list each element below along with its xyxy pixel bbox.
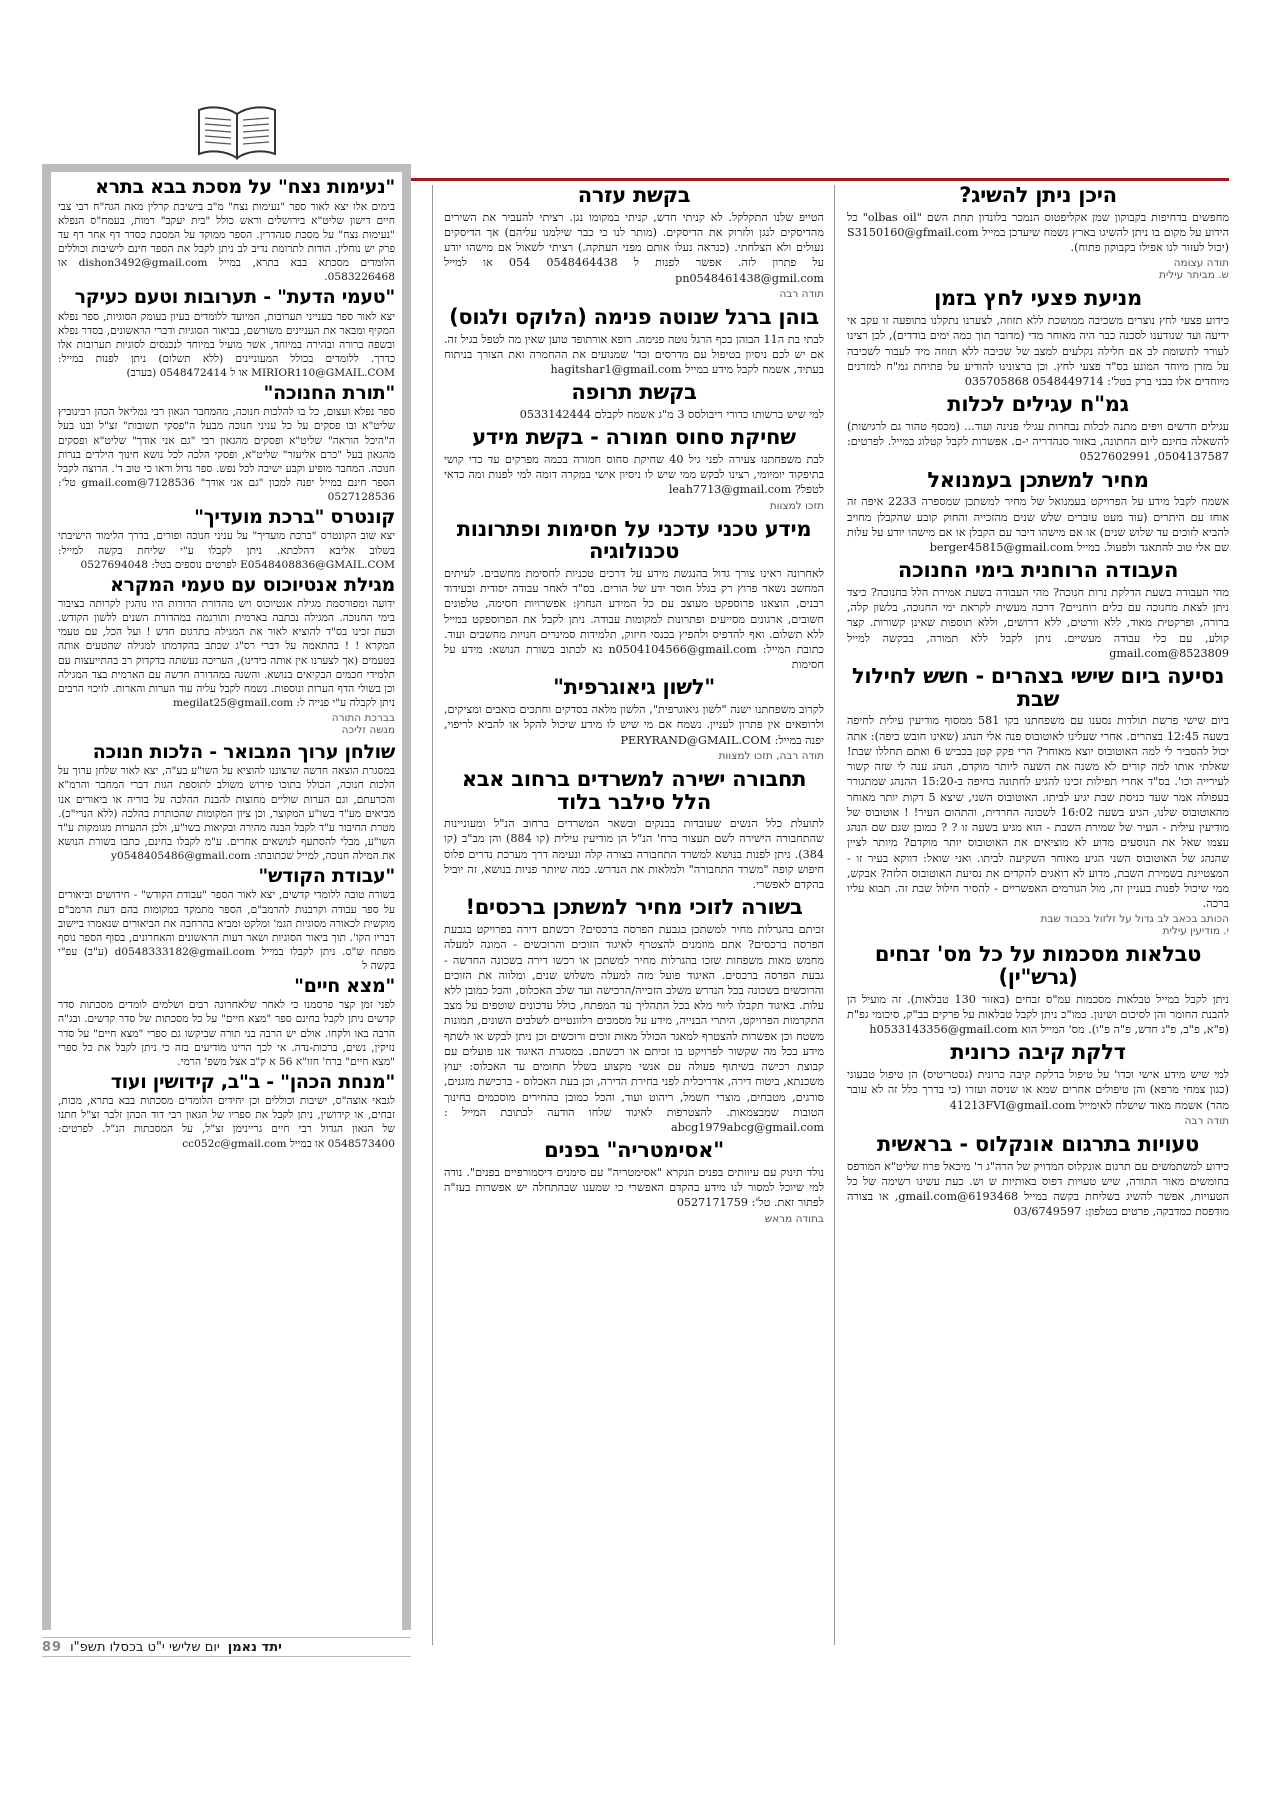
article-title: "לשון גיאוגרפית" [553,675,715,700]
article-title: "מצא חיים" [294,974,395,997]
article-body: ספר נפלא ועצום, כל בו להלכות חנוכה, מהמחבר הגאון רבי גמליאל הכהן רבינוביץ שליט"א ובו פסקים על כל עניני חנוכה מבעל ה"פסקי תשובות" זצ"ל ובנו בעל ה"היכל הוראה" שליט"א ופסקים מהגאון רבי "גם אני אודך" שליט"א ופסקים מהגאון בעל "כרם אליעזר" שליט"א, ופסקי הלכה לכל נושא חינוך הילדים בנרות חנוכה. המחבר מופיע וקבע ישיבה לכל נפש. ספר גדול וראו כי טוב ד'. הרוצה לקבל הספר חינם במייל יפנה למכון "גם אני אודך" gmail.com@7128536 טל': 0527128536 [58,406,395,503]
article [58,383,395,504]
article-credit: תודה עצומה ש. מביתר עילית [1159,257,1229,282]
publication-name: יתד נאמן [227,1639,282,1655]
column-divider [834,185,835,1645]
article [847,943,1229,1037]
article [444,381,824,422]
article-body: למי שיש מידע אישי וכדו' על טיפול בדלקת קיבה כרונית (גסטריטיס) הן טיפול טבעוני (כגון צמחי מרפא) והן טיפולים אחרים שמא או שניסה ועזרו (כי בדרך כלל זה לא עובר מהר) אשמח מאוד שישלח לאימייל 41213FVI@gmail.com [847,1068,1229,1112]
article [444,426,824,511]
article [847,1041,1229,1126]
article-body: זכיתם בהגרלות מחיר למשתכן בגבעת הפרסה ברכסים? רכשתם דירה בפרויקט בגבעת הפרסה ברכסים? אתם מוזמנים להצטרף לאיגוד הזוכים והרוכשים - המונה למעלה מחמש מאות משפחות שזכו בהגרלות מחיר למשתכן או רכשו דירה בשכונה החדשה - גבעת הפרסה ברכסים. האיגוד פועל מזה למעלה משלוש שנים, ומלווה את הזוכים והרוכשים בשכונה בכל הנדרש משלב הזכייה/הרכישה ועד שלב האכלוס, והכל כמובן ללא עלות. באיגוד תקבלו ליווי מלא בכל התהליך עד המפתח, כולל עדכונים שוטפים על מצב התקדמות הפרויקט, היתרי הבנייה, מידע על מסמכים רלוונטיים לשלבים השונים, תמונות משטח וכן אפשרות להצטרף למאגר הכולל מאות זוכים ורוכשים וכן ניתן לבקש או לשתף מידע בכל מה שקשור לפרויקט בו זכיתם או רכשתם. במסגרת האיגוד אנו פועלים עם קבוצת רכישה בשיתוף פעולה עם אנשי מקצוע בשלל תחומים עד האכלוס: יעוץ משכנתא, ביטוח דירה, אדריכלית לפני בחירת הדירה, וכן בעת האכלוס - ברכישת מזגנים, סורגים, מטבחים, מוצרי חשמל, ריהוט ועוד, והכל כמובן בהחירים מוסכמים בחינוך הטובות שמבצמאות. להצטרפות לאיגוד שלחו הודעה לכתובת המייל : abcg1979abcg@gmail.com [444,923,824,1135]
article-title: טבלאות מסכמות על כל מס' זבחים (גרש"ין) [874,942,1202,990]
issue-date: יום שלישי י"ט בכסלו תשפ"ו [70,1639,220,1655]
article-title: בקשת תרופה [571,380,697,405]
article-title: "נעימות נצח" על מסכת בבא בתרא [95,176,395,198]
article-title: שולחן ערוך המבואר - הלכות חנוכה [92,740,395,763]
article [58,575,395,736]
article-title: מידע טכני עדכני על חסימות ופתרונות טכנולוגיה [456,516,812,564]
article [444,306,824,377]
article-title: היכן ניתן להשיג? [959,183,1117,207]
article-body: בשורה טובה ללומדי קדשים, יצא לאור הספר "עבודת הקודש" - חידושים וביאורים על ספר עבודה וקרבנות להרמב"ם, הספר מתמקד במקומות בהם דעת הרמב"ם מוקשית לכאורה מסוגיות הגמ' ומלקט ומביא בהרחבה את הביאורים שנאמרו ביישוב דבריו הקו'. תוך ביאור הסוגיות ושאר דעות הראשונים והאחרונים, בסוף הספר נוסף מפתח ש"ס. ניתן לקבלו במייל d0548333182@gmail.com (ע"ב) עפ"י בקשה ל [58,889,396,972]
article-title: נסיעה ביום שישי בצהרים - חשש לחילול שבת [851,664,1225,711]
article-body: ידועה ומפורסמת מגילת אנטיוכוס ויש מהדורת הדורות היו נוהגין לקרותה בציבור בימי החנוכה. המגילה נכתבה בארמית ותורגמה במהדורת השנים ללשון הקודש. וכעת זכינו בס"ד להוציא לאור את המגילה בתרגום חדש ! ועל הכל, עם טעמי המקרא ! ! בהתאמה על דברי רס"ג שכתב בהקדמתו למגילה שהטעים אותה בטעמים (אך לצערנו אין אותה בידינו), העריכה נעשתה בדקדוק רב בהתייעצות עם תלמידי חכמים הבקיאים בנושא. והשנה במהדורה חדשה עם הארמית בצד המגילה וכן בשולי הדף הערות ונוספות. נשמח לקבל עליה עוד הערות והארות. לזיכוי הרבים ניתן לקבלה ע"י פנייה ל: megilat25@gmail.com [58,598,395,709]
article-title: "טעמי הדעת" - תערובות וטעם כעיקר [74,285,395,308]
article-body: יצא שוב הקונטרס "ברכת מועדיך" על עניני חנוכה ופורים, בדרך הלימוד הישיבתי בשלוב אליבא דהלכתא. ניתן לקבלו ע"י שליחת בקשה למייל: E0548408836@GMAIL.COM לפרטים נוספים בטל: 0527694048 [58,530,395,571]
article [847,559,1229,661]
article-body: ניתן לקבל במייל טבלאות מסכמות עמ"ס זבחים (באזור 130 טבלאות). זה מועיל הן להבנת החומר והן לסיכום ושינון. כמו"כ ניתן לקבל טבלאות על פרקים בב"ק, סיכומי גפ"ת (פ"א, פ"ב, פ"ג חדש, פ"ה פ"ו). מס' המייל הוא h0533143356@gmail.com [847,992,1229,1037]
article-credit: תודה רבה, תזכו למצוות [718,749,824,762]
article-body: יצא לאור ספר בענייני תערובות, המיועד ללומדים בעיון בעומק הסוגיות, ספר נפלא המקיף ומבאר את העניינים משורשם, בביאור הסוגיות ודברי הראשונים, בסדר נפלא ובשפה ברורה ובהירה במיוחד, אשר מועיל במיוחד לנכנסים לסוגיות תערובות אלו כדרך. ללומדים בכולל המעוניינים (ללא תשלום) ניתן לפנות במייל: MIRIOR110@GMAIL.COM או ל 0548472414 (בערב) [58,310,395,379]
article-title: קונטרס "ברכת מועדיך" [194,505,395,528]
article-title: "תורת החנוכה" [263,381,395,404]
article [444,896,824,1135]
page-number: 89 [42,1639,63,1655]
article-title: העבודה הרוחנית בימי החנוכה [897,558,1179,583]
column-left-framed [42,164,411,1630]
article-body: עגילים חדשים ויפים מתנה לכלות נבחרות עגילי פנינה ועוד... (מכסף טהור גם לרגישות) להשאלה בחינם ליום החתונה, באזור סנהדריה י-ם. אפשרות לקבל קטלוג במייל. לפרטים: 0504137587, 0527602991 [847,419,1229,464]
article-body: לבתי בת ה11 הבוהן בכף הרגל נוטה פנימה. רופא אורתופד טוען שאין מה לטפל בגיל זה. אם יש לכם ניסיון בטיפול עם מדרסים וכד' שמנועים את ההחמרה ואת הצורך בניתוח בעתיד, אשמח לקבל מידע במייל hagitshar1@gmail.com [444,332,824,376]
article-title: "אסימטריה" בפנים [544,1138,724,1163]
article [444,518,824,673]
article-body: כידוע למשתמשים עם תרגום אונקלוס המדויק של הרה"ג ר' מיכאל פרוז שליט"א המודפס בחומשים מאור התורה, שיש טעויות דפוס באותיות ש וש. כעת עשינו רשימה של כל הטעויות, אפשר להשיג בשליחת בקשה במייל 6193468@gmail.com, או בצורה מודפסת כמדבקה, פרטים בטלפון: 03/6749597 [847,1159,1229,1219]
article-body: לפני זמן קצר פרסמנו כי לאחר שלאחרונה רבים ושלמים לומדים מסכתות סדר קדשים ניתן לקבל בחינם ספר "מצא חיים" על כל מסכתות של סדר קדשים. ובג"ה הרבה באו ולקחו. אולם יש הרבה בני תורה שביקשו גם ספרי "מצא חיים" על סדר נזיקין, נשים, ברכות-נדה. אי לכך הרינו מודיעים בזה כי ניתן לקבל את כל ספרי "מצא חיים" ברח' חזו"א 56 א ק"ב אצל משפ' הרמי. [58,999,395,1068]
article-body: בימים אלו יצא לאור ספר "נעימות נצח" מ"ב בישיבת קרלין מאת הגה"ח רבי צבי חיים דישון שליט"א בירושלים וראש כולל "בית יעקב" רמות, בעמח"ס הנפלא "נעימות נצח" על מסכת סנהדרין. הספר ממוקד על המסכת כסדר דף אחר דף עד פרק יש נוחלין. הודות לתרומת נדיב לב ניתן לקבל את הספר חינם לישיבות וכוללים הלומדים מסכתא בבא בתרא, במייל dishon3492@gmail.com או 0583226468. [58,200,395,283]
article-title: "מנחת הכהן" - ב"ב, קידושין ועוד [110,1070,395,1093]
article-title: טעויות בתרגום אונקלוס - בראשית [876,1131,1200,1156]
article-credit: תודה רבה [1184,1114,1229,1127]
article-title: גמ"ח עגילים לכלות [947,392,1129,417]
article-body: לקרוב משפחתנו ישנה "לשון גיאוגרפית", הלשון מלאה בסדקים וחתכים כואבים ומציקים, ולרופאים אין פתרון לעניין. נשמח אם מי שיש לו מידע שיכול להקל או להביא לריפוי, יפנה במייל: PERYRAND@GMAIL.COM [444,703,824,747]
column-right [847,180,1229,1650]
article-body: אשמח לקבל מידע על הפרויקט בעמנואל של מחיר למשתכן שמספרה 2233 איפה זה אוחז עם היתרים (עוד מעט עוברים שלש שנים מהזכייה והחוק קובע שהקבלן מחויב להביא לזוכים עד שלוש שנים) או אם מישהו דיבר עם הקבלן או אם מישהו יודע על עלות שם אלי טוב להתאגד ולפעול. במייל berger45815@gmail.com [847,495,1229,554]
article [444,184,824,300]
article-title: מניעת פצעי לחץ בזמן [934,286,1142,311]
open-book-icon [195,100,279,160]
article-body: ביום שישי פרשת תולדות נסענו עם משפחתנו בקו 581 ממסוף מודיעין עילית לחיפה בשעה 12:45 בצהרים. אחרי שעלינו לאוטובוס פנה אלי הנהג (שאינו חובש כיפה): אתה יכול להסביר לי למה האוטובוס יוצא מאוחר? הרי פקק קטן בכביש 6 ואתם תחללו שבת! שאלתי אותו למה קורים לא משנה את השעה ליותר מוקדם, הנהג ענה לי שזה קשור לעירייה וכו'. בס"ד אחרי תפילות זכינו להגיע לחתונה בחיפה ב-15:20 ההנהג שמתגורר בעפולה אמר שעד כניסת שבת יגיע לביתו. האוטובוס השני, שיצא 5 דקות יותר מאוחר מהאוטובוס שלנו, הגיע בשעה 16:02 לשכונה החרדית, והתהום העיר! ! אוטובוס של מודיעין עילית - העיר של שמירת השבת - הוא מגיע בשעה זו ? ? כמובן שגם שם הנהג עצמו שאל את הנוסעים מדוע לא מוציאים את האוטובוס יותר מוקדם? מיותר לציין שהנהג של האוטובוס השני הגיע מאוחר השקיעה לביתו. ואני שואל: דווקא בעיר זו - המצטיינת בשמירת השבת, מדוע לא דואגים להקדים את נסיעת האוטובוס הלזה? אבקש, ממי שיכול לפנות בעניין זה, מול הגורמים האפשריים - להסיר חילול שבת זה. תבוא עליו ברכה. [847,714,1229,911]
article-body: במסגרת הוצאה חדשה שרצוננו להוציא על השו"ע בע"ה, יצא לאור שלחן ערוך על הלכות חנוכה, הכולל בתוכו פירוש משולב לתוספת הגות דברי המחבר והרמ"א והכרעתם, וגם הערות שוליים מחוצות להבנת ההלכה על בוריה או ביאורים אנו מביאים מע"ד בשו"ע המקוצר, וכן ציון המקומות שהכותרת בהלכה (ללא הנרי"כ). מטרת החיבור ע"ד לקבל הבנה מהירה ובקיאות בשו"ע, ולכן ההערות מגומקות ע"ד השו"ע, מבלי להסתעף לנושאים אחרים. ע"מ לקבלו בחינם, כתבו בשורת הנושא את המילה חנוכה, למייל שכתובתו: y0548405486@gmail.com [58,765,395,862]
article [58,866,395,973]
article-credit: הכותב בכאב לב גדול על זלזול בכבוד שבת י. מודיעין עילית [1040,913,1229,938]
article [58,287,395,380]
article [847,393,1229,464]
article-body: מהי העבודה בשעת הדלקת נרות חנוכה? מהי העבודה בשעת אמירת הלל בחנוכה? כיצד ניתן לצאת מחנוכה עם כלים רוחניים? דרכה מעשית לקראת ימי החנוכה, בלשון קלה, ברורה, ופרקטית מאוד, ללא וורטים, ללא דרושים, וללא תוספות שאינן קשורות. קצר קולע, עם כלי עבודה מעשיים. ניתן לקבל ללא תמורה, בבקשה למייל 8523809@gmail.com [847,585,1229,660]
article-body: לתועלת כלל הנשים שעובדות בבנקים ובשאר המשרדים ברחוב הנ"ל ומעוניינות שהתחבורה הישירה לשם תעצור ברח' הנ"ל הן מודיעין עילית (קו 884) והן מב"ב (קו 384). ניתן לפנות בנושא למשרד התחבורה בצורה קלה ונעימה דרך מערכת נדרים פלוס חיפוש קופה "משרד התחבורה" ולמלאות את הנדרש. כמה שיותר פניות בנושא, זה יוביל בהקדם לאפשרי. [444,817,824,892]
article [847,665,1229,937]
article-title: "עבודת הקודש" [258,864,395,887]
article [58,507,395,572]
article-credit: בתודה מראש [764,1212,824,1225]
article [847,469,1229,556]
column-middle [444,180,824,1650]
article-title: שחיקת סחוס חמורה - בקשת מידע [472,425,796,450]
article-title: דלקת קיבה כרונית [950,1040,1126,1065]
article-title: בשורה לזוכי מחיר למשתכן ברכסים! [465,895,803,920]
article-credit: תזכו למצוות [769,499,824,512]
article-credit: תודה רבה [779,287,824,300]
article [58,742,395,863]
article [847,184,1229,281]
article-body: הטייפ שלנו התקלקל. לא קניתי חדש, קניתי במקומו נגן. רציתי להעביר את השירים מהדיסקים לנגן ולזרוק את הדיסקים. (מותר לנו כי כבר שילמנו עליהם) אך הדיסקים נעולים ולא הצלחתי. (כנראה נעלו אותם מפני העתקה.) רציתי לשאול אם מישהו יודע על פתרון לזה. אפשר לפנות ל 0548464438 054 או למייל pn0548461438@gmil.com [444,210,824,285]
article [444,1139,824,1224]
article-title: מגילת אנטיוכוס עם טעמי המקרא [110,573,395,596]
article [847,1133,1229,1220]
article-body: למי שיש ברשותו כדורי ריבולסס 3 מ"ג אשמח לקבלם 0533142444 [519,407,824,421]
article [444,768,824,893]
article [444,676,824,761]
article-body: לבת משפחתנו צעירה לפני גיל 40 שחיקת סחוס חמורה בכמה מפרקים עד כדי קושי בתיפקוד יומיומי, רצינו לבקש ממי שיש לו ניסיון אישי במקרה דומה למי לפנות ומה כדאי לטפל? leah7713@gmail.com [444,452,824,497]
article [847,287,1229,389]
article-title: בקשת עזרה [577,183,691,207]
article-title: בוהן ברגל שנוטה פנימה (הלוקס ולגוס) [449,304,819,329]
article-body: מחפשים בדחיפות בקבוקון שמן אקליפטוס הנמכר בלונדון תחת השם "olbas oil" כל הידוע על מקום בו ניתן להשיגו בארץ נשמח שיעדכן במייל S3150160@gfmail.com (יכול לעזור לנו אפילו בקבוקון פתוח). [847,210,1229,255]
article-title: מחיר למשתכן בעמנואל [927,467,1149,492]
column-divider [432,185,433,1645]
article-title: תחבורה ישירה למשרדים ברחוב אבא הלל סילבר בלוד [461,766,807,814]
article [58,976,395,1069]
article-body: לאחרונה ראינו צורך גדול בהנגשת מידע על דרכים טכניות לחסימת מחשבים. לעיתים המחשב נשאר פרוץ רק בגלל חוסר ידע של הורים. בס"ד לאחר עבודה יסודית ובעידוד רבנים, הוצאנו פרוספקט מעוצב עם כל המידע הנחוץ: אפשרויות חסימה, טלפונים חשובים, ארגונים מסייעים ופתרונות למקומות עבודה. ניתן לקבל את הפרוספקט במייל ללא תשלום. ואף להדפיס ולהפיץ בכנסי חיזוק, תלמידות סמינרים חנויות מחשבים ועוד. כתובת המייל: n0504104566@gmail.com נא לכתוב בשורת הנושא: מידע על חסימות [444,566,824,672]
article [58,177,395,284]
article-body: לגבאי אוצה"ס, ישיבות וכוללים וכן יחידים הלומדים מסכתות בבא בתרא, מכות, זבחים, או קידושין, ניתן לקבל את ספריו של הגאון רבי דוד הכהן זלבר זצ"ל חתנו של הגאון הגדול רבי חיים גריינימן זצ"ל, על המסכתות הנ"ל. לפרטים: 0548573400 או במייל cc052c@gmail.com [58,1095,395,1150]
article-credit: בברכת התורה מנשה זליכה [331,711,395,736]
page-footer [42,1637,411,1657]
article-body: כידוע פצעי לחץ נוצרים משכיבה ממושכת ללא תזוזה, לצערנו נתקלנו בתופעה זו עקב אי ידיעה ועד שנודענו לסכנה כבר היה מאוחר מדי (מדובר תוך כמה ימים בודדים), לכן רצינו לעורר לתשומת לב אם חלילה נקלעים למצב של שכיבה ללא תזוזה מיד לעבור לשכיבה על מזרן מיוחד המונע בס"ד פצעי לחץ. וכן ברצונינו להודיע על פתיחת גמ"ח למזרנים מיוחדים אלו בבני ברק בטל': 0548449714 035705868 [847,314,1229,388]
article-body: נולד תינוק עם עיוותים בפנים הנקרא "אסימטריה" עם סימנים דיסמורפיים בפנים". נודה למי שיוכל למסור לנו מידע בהקדם האפשרי כי שמענו שבהתחלה יש אפשרות בעז"ה לפתור זאת. טל': 0527171759 [444,1166,824,1210]
article [58,1072,395,1151]
